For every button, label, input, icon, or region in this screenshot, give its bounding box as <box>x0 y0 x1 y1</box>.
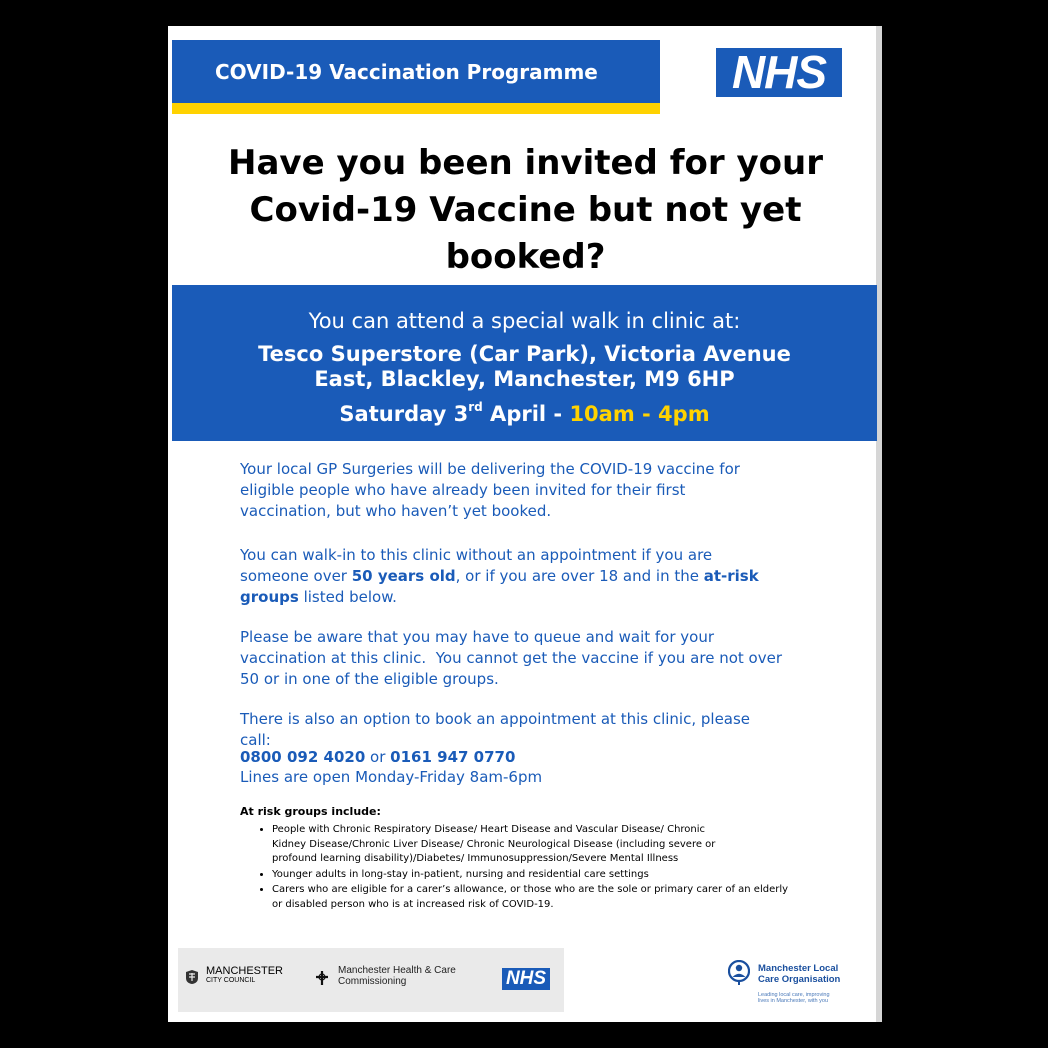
programme-banner-stripe <box>172 103 660 114</box>
para1-line-1: Your local GP Surgeries will be delivering the COVID-19 vaccine for <box>240 460 740 478</box>
info-paragraph-3 <box>240 627 840 690</box>
age-threshold: 50 years old <box>351 567 456 585</box>
mcc-line-2: CITY COUNCIL <box>206 977 256 984</box>
para1-line-2: eligible people who have already been invited for their first <box>240 481 686 499</box>
para3-line-1: Please be aware that you may have to queue and wait for your <box>240 628 715 646</box>
clinic-venue-line-1: Tesco Superstore (Car Park), Victoria Avenue <box>258 342 791 366</box>
risk-item2-line-1: • Younger adults in long-stay in-patient, nursing and residential care settings <box>272 868 649 880</box>
clinic-intro: You can attend a special walk in clinic at: <box>308 309 741 333</box>
programme-title: COVID-19 Vaccination Programme <box>215 60 598 84</box>
groups-term: groups <box>240 588 299 606</box>
para4-line-1: There is also an option to book an appointment at this clinic, please <box>240 710 751 728</box>
para2-text: someone over <box>240 567 352 585</box>
manchester-health-care-commissioning-logo <box>338 965 456 987</box>
para2-line-1: You can walk-in to this clinic without an appointment if you are <box>240 546 713 564</box>
cross-icon <box>314 970 330 986</box>
info-paragraph-4 <box>240 709 840 751</box>
line-hours: Lines are open Monday-Friday 8am-6pm <box>240 768 543 786</box>
headline-line-3: booked? <box>445 237 606 277</box>
clinic-date <box>172 402 877 426</box>
para3-line-2: vaccination at this clinic. You cannot get the vaccine if you are not over <box>240 649 782 667</box>
mlco-line-2: Care Organisation <box>758 974 841 985</box>
phone-numbers <box>240 747 840 768</box>
clinic-info-band <box>172 285 877 441</box>
vaccination-poster <box>168 26 882 1022</box>
footer-nhs-logo: NHS <box>502 968 550 990</box>
para2-line-3 <box>240 587 840 608</box>
headline-line-1: Have you been invited for your <box>228 143 823 183</box>
risk-group-item <box>272 823 882 867</box>
info-paragraph-2 <box>240 545 840 608</box>
para2-line-2 <box>240 566 840 587</box>
info-paragraph-1 <box>240 459 840 522</box>
headline <box>188 140 863 281</box>
para3-line-3: 50 or in one of the eligible groups. <box>240 670 499 688</box>
phone-number-2[interactable]: 0161 947 0770 <box>390 748 516 766</box>
risk-groups-heading: At risk groups include: <box>240 805 381 818</box>
nhs-logo: NHS <box>716 48 842 97</box>
clinic-date-ordinal: rd <box>468 400 483 414</box>
risk-item1-line-3: profound learning disability)/Diabetes/ Immunosuppression/Severe Mental Illness <box>272 853 679 864</box>
mlco-tag-line-2: lives in Manchester, with you <box>758 998 829 1004</box>
city-crest-icon <box>184 969 200 985</box>
partner-logos-panel <box>178 948 564 1012</box>
risk-item3-line-1: • Carers who are eligible for a carer’s allowance, or those who are the sole or primary carer of an elderly <box>272 884 789 895</box>
para2-text: listed below. <box>298 588 397 606</box>
at-risk-term: at-risk <box>703 567 759 585</box>
risk-item3-line-2: or disabled person who is at increased risk of COVID-19. <box>272 898 554 910</box>
phone-or: or <box>365 748 391 766</box>
manchester-local-care-organisation-logo <box>758 963 840 985</box>
risk-group-item <box>272 883 882 912</box>
headline-line-2: Covid-19 Vaccine but not yet <box>249 190 802 230</box>
person-circle-icon <box>728 960 750 986</box>
mlco-tag-line-1: Leading local care, improving <box>758 992 830 998</box>
clinic-date-month: April - <box>482 402 570 426</box>
mlco-line-1: Manchester Local <box>758 963 839 974</box>
risk-groups-list <box>260 823 882 913</box>
clinic-time: 10am - 4pm <box>569 402 710 426</box>
para4-line-2: call: <box>240 731 271 749</box>
para2-text: , or if you are over 18 and in the <box>455 567 704 585</box>
risk-item1-line-2: Kidney Disease/Chronic Liver Disease/ Chronic Neurological Disease (including severe or <box>272 838 716 850</box>
clinic-date-day: Saturday 3 <box>339 402 469 426</box>
clinic-venue <box>172 342 877 392</box>
para1-line-3: vaccination, but who haven’t yet booked. <box>240 502 552 520</box>
mhcc-line-2: Commissioning <box>338 976 407 987</box>
risk-group-item <box>272 868 882 883</box>
clinic-venue-line-2: East, Blackley, Manchester, M9 6HP <box>314 367 735 391</box>
phone-number-1[interactable]: 0800 092 4020 <box>240 748 366 766</box>
risk-item1-line-1: • People with Chronic Respiratory Disease/ Heart Disease and Vascular Disease/ Chronic <box>272 824 706 835</box>
manchester-city-council-logo <box>206 967 283 985</box>
mcc-line-1: MANCHESTER <box>206 965 284 977</box>
mlco-tagline <box>758 992 830 1004</box>
mhcc-line-1: Manchester Health & Care <box>338 965 456 976</box>
